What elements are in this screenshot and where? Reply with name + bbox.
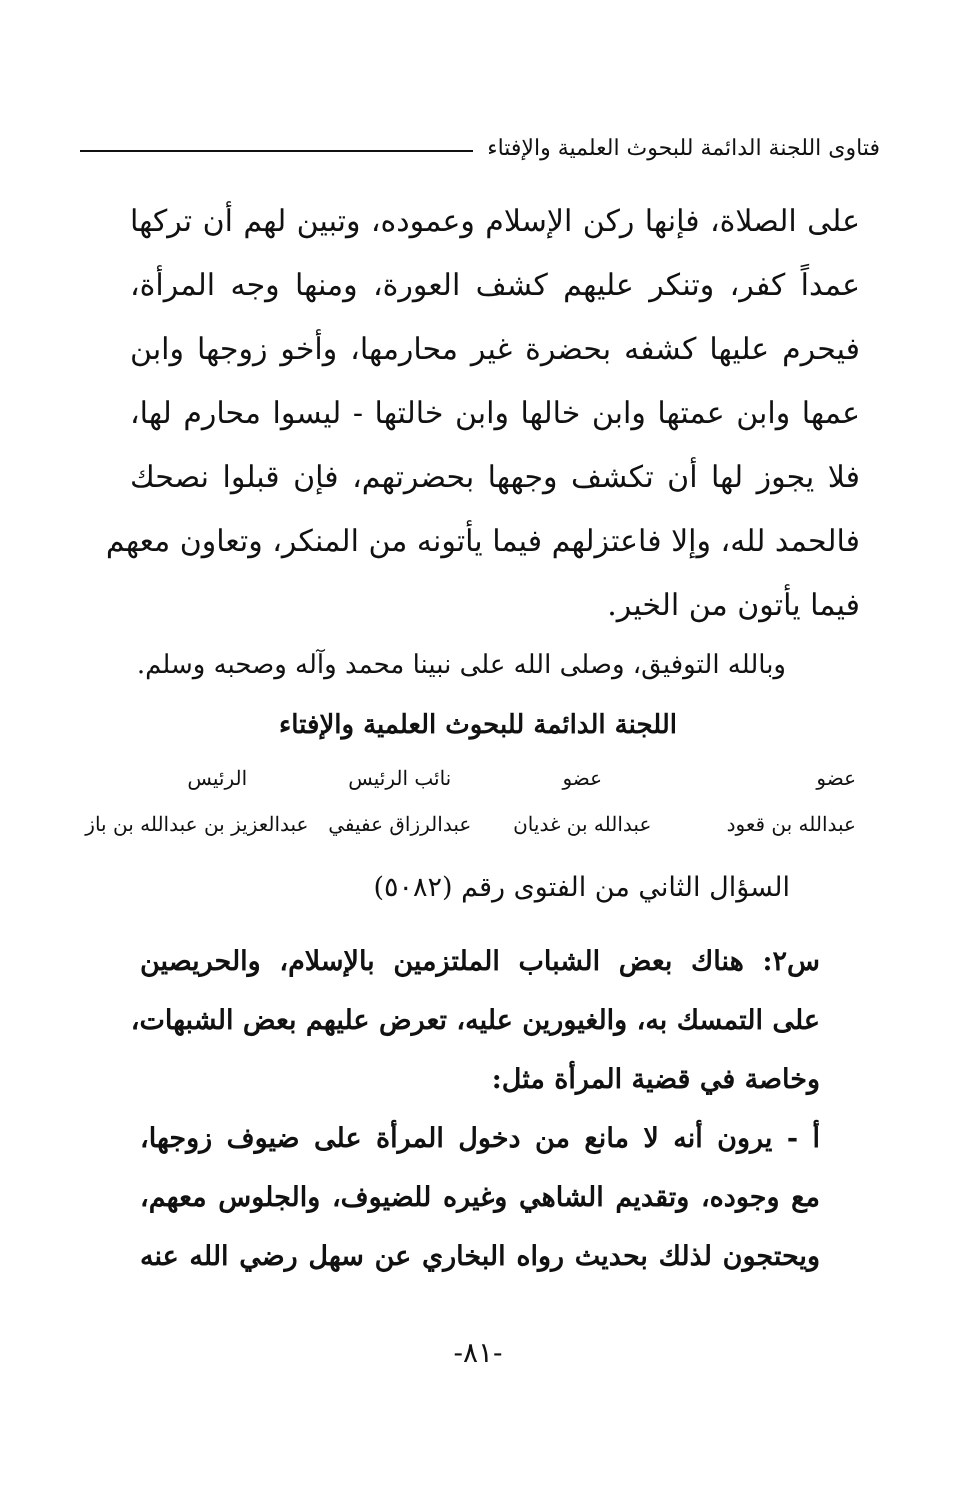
committee-members [85, 760, 856, 844]
header-title: فتاوى اللجنة الدائمة للبحوث العلمية والإفتاء [487, 135, 880, 161]
member-name: عبدالرزاق عفيفي [328, 812, 472, 836]
question-line: مع وجوده، وتقديم الشاهي وغيره للضيوف، والجلوس معهم، [140, 1182, 820, 1213]
member-name: عبدالله بن غديان [513, 812, 652, 836]
question-line: س٢: هناك بعض الشباب الملتزمين بالإسلام، والحريصين [140, 946, 820, 977]
question-line: وخاصة في قضية المرأة مثل: [491, 1064, 820, 1095]
member-roles-row [126, 760, 856, 796]
question-paragraph [130, 932, 820, 1286]
question-title: السؤال الثاني من الفتوى رقم (٥٠٨٢) [373, 872, 790, 903]
page-number: -٨١- [453, 1336, 503, 1369]
answer-line: فلا يجوز لها أن تكشف وجهها بحضرتهم، فإن قبلوا نصحك [130, 460, 860, 495]
committee-name: اللجنة الدائمة للبحوث العلمية والإفتاء [279, 710, 677, 740]
question-line: ويحتجون لذلك بحديث رواه البخاري عن سهل رضي الله عنه [140, 1241, 820, 1272]
member-role: الرئيس [187, 766, 248, 790]
answer-line: عمها وابن عمتها وابن خالها وابن خالتها - ليسوا محارم لها، [130, 396, 860, 431]
member-role: عضو [562, 766, 603, 790]
question-line: أ - يرون أنه لا مانع من دخول المرأة على ضيوف زوجها، [140, 1123, 820, 1154]
answer-line: عمداً كفر، وتنكر عليهم كشف العورة، ومنها وجه المرأة، [130, 268, 860, 303]
member-name: عبدالله بن قعود [726, 812, 856, 836]
member-role: عضو [816, 766, 856, 790]
member-name: عبدالعزيز بن عبدالله بن باز [85, 812, 309, 836]
answer-line: فيحرم عليها كشفه بحضرة غير محارمها، وأخو زوجها وابن [130, 332, 860, 367]
question-line: على التمسك به، والغيورين عليه، تعرض عليهم بعض الشبهات، [130, 1005, 820, 1036]
answer-line: فيما يأتون من الخير. [607, 588, 860, 623]
answer-paragraph [105, 190, 860, 638]
answer-line: على الصلاة، فإنها ركن الإسلام وعموده، وتبين لهم أن تركها [130, 204, 860, 239]
header-rule [80, 150, 473, 152]
running-header [80, 128, 880, 168]
answer-line: فالحمد لله، وإلا فاعتزلهم فيما يأتونه من المنكر، وتعاون معهم [105, 524, 860, 559]
closing-statement: وبالله التوفيق، وصلى الله على نبينا محمد وآله وصحبه وسلم. [136, 650, 786, 680]
member-names-row [85, 804, 856, 844]
member-role: نائب الرئيس [348, 766, 452, 790]
